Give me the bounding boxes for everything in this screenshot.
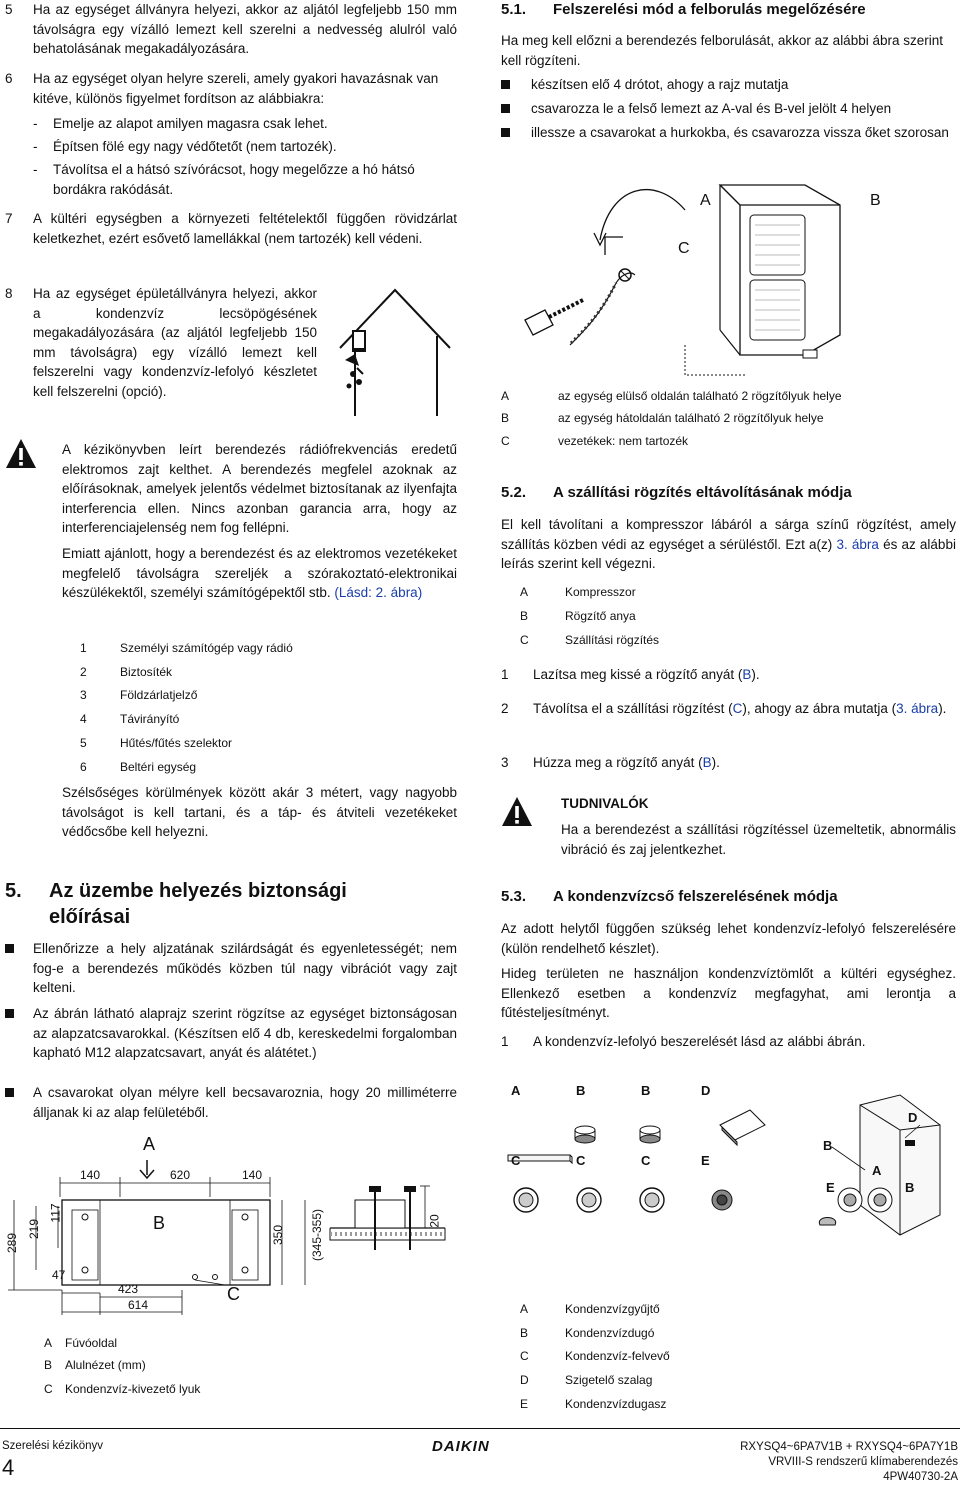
section-title: Az üzembe helyezés biztonsági előírásai (49, 880, 347, 928)
item-number: 8 (5, 286, 13, 301)
section-number: 5. (5, 880, 22, 902)
warning-text: A kézikönyvben leírt berendezés rádiófrekvenciás eredetű elektromos zajt kelthet. A berendezés megfelel azoknak az előírásoknak, amelyek jelentős védelmet biztosítanak az ilyenfajta interferencia ellen. Nincs azonban garancia arra, hogy az interferenciajelenség nem fog fellépni. (62, 442, 457, 535)
section-number: 5.2. (501, 484, 527, 501)
warning-text: Emiatt ajánlott, hogy a berendezést és az elektromos vezetékeket megfelelő távolságra szereljék a szórakoztató-elektronikai készülékektől, személyi számítógépektől stb. (Lásd: 2. ábra) (62, 546, 457, 600)
drain-parts-figure (500, 1075, 956, 1290)
sub-item: Távolítsa el a hátsó szívórácsot, hogy megelőzze a hó hátsó bordákra rakódását. (53, 162, 415, 197)
dim-label: 289 (5, 1232, 20, 1254)
item-number: 5 (5, 2, 13, 17)
dim-label: 117 (48, 1203, 63, 1223)
dim-label: 620 (170, 1168, 191, 1182)
fig-label: C (641, 1153, 651, 1168)
fig-label: B (823, 1138, 833, 1153)
figure-link[interactable]: (Lásd: 2. ábra) (334, 585, 423, 600)
device-item: Beltéri egység (120, 760, 197, 774)
bullet-icon (5, 1009, 14, 1018)
fig-label: A (511, 1083, 521, 1098)
fig-label: C (576, 1153, 586, 1168)
item-number: 7 (5, 211, 13, 226)
fig-label: A (872, 1163, 882, 1178)
dim-label: 20 (427, 1214, 442, 1228)
footer-model-info: RXYSQ4~6PA7V1B + RXYSQ4~6PA7Y1B VRVIII-S rendszerű klímaberendezés 4PW40730-2A (740, 1441, 958, 1483)
warning-icon (5, 438, 37, 470)
fig-label: B (870, 192, 881, 209)
bullet-icon (501, 104, 510, 113)
ref-link[interactable]: C (732, 701, 743, 716)
item-number: 6 (5, 71, 13, 86)
warning-icon (501, 796, 533, 828)
item-text: Ha az egységet épületállványra helyezi, akkor a kondenzvíz lecsöpögésének megakadályozására (az aljától legfeljebb 150 mm távolságra) egy vízálló lemezt kell felszerelni vagy kondenzvíz-lefolyó készletet kell felszerelni (opció). (33, 286, 317, 399)
dim-label: 350 (271, 1224, 286, 1246)
step-text: Távolítsa el a szállítási rögzítést (C), ahogy az ábra mutatja (3. ábra). (533, 701, 947, 716)
step-text: A kondenzvíz-lefolyó beszerelését lásd az alábbi ábrán. (533, 1034, 866, 1049)
item-text: Ha az egységet olyan helyre szereli, amely gyakori havazásnak van kitéve, különös figyelmet fordítson az alábbiakra: (33, 71, 439, 106)
item-text: Ha az egységet állványra helyezi, akkor az aljától legfeljebb 150 mm távolságra egy vízálló lemezt kell szerelni a nedvesség alulról való behatolásának megakadályozására. (33, 2, 457, 56)
step-text: Húzza meg a rögzítő anyát (B). (533, 755, 720, 770)
device-item: Hűtés/fűtés szelektor (120, 736, 233, 750)
device-item: Biztosíték (120, 665, 173, 679)
fig-label: E (826, 1180, 835, 1195)
item-text: A kültéri egységben a környezeti feltételektől függően rövidzárlat keletkezhet, ezért esővető lamellákkal (nem tartozék) kell védeni. (33, 211, 457, 246)
bullet-text: Ellenőrizze a hely aljzatának szilárdságát és egyenletességét; nem fog-e a berendezés működés közben túl nagy vibrációt vagy zajt kelteni. (33, 941, 457, 995)
device-item: Távirányító (120, 712, 180, 726)
dim-label: 423 (118, 1282, 139, 1296)
fig-label: B (153, 1213, 166, 1233)
section-number: 5.1. (501, 1, 527, 18)
paragraph: El kell távolítani a kompresszor lábáról a sárga színű rögzítést, amely szállítás közben védi az egységet a sérüléstől. Ezt a(z) 3. ábra és az alábbi leírás szerint kell végezni. (501, 517, 956, 571)
section-number: 5.3. (501, 888, 527, 905)
device-item: Földzárlatjelző (120, 688, 198, 702)
note-text: Ha a berendezést a szállítási rögzítéssel üzemeltetik, abnormális vibráció és zaj jelentkezhet. (561, 822, 956, 857)
dim-label: 140 (80, 1168, 101, 1182)
step-number: 1 (501, 1034, 509, 1049)
fig-label: D (701, 1083, 711, 1098)
section-title: A szállítási rögzítés eltávolításának módja (553, 484, 852, 501)
bullet-text: csavarozza le a felső lemezt az A-val és B-vel jelölt 4 helyen (531, 101, 892, 116)
bullet-text: A csavarokat olyan mélyre kell becsavaroznia, hogy 20 milliméterre álljanak ki az alap felületéből. (33, 1085, 457, 1120)
note-title: TUDNIVALÓK (561, 796, 649, 811)
bullet-icon (5, 944, 14, 953)
fig-label: A (143, 1134, 156, 1154)
ref-link[interactable]: B (702, 755, 712, 770)
dim-label: 219 (27, 1218, 42, 1240)
bullet-icon (5, 1088, 14, 1097)
fig-label: D (908, 1110, 918, 1125)
figure-link[interactable]: 3. ábra (836, 536, 879, 552)
dim-label: 140 (242, 1168, 263, 1182)
figure-link[interactable]: 3. ábra (896, 701, 939, 716)
footer-doc-title: Szerelési kézikönyv (2, 1440, 103, 1452)
section-title: Felszerelési mód a felborulás megelőzésére (553, 1, 866, 18)
page-number: 4 (2, 1455, 15, 1480)
step-number: 2 (501, 701, 509, 716)
bullet-text: készítsen elő 4 drótot, ahogy a rajz mutatja (531, 77, 789, 92)
device-item: Személyi számítógép vagy rádió (120, 641, 293, 655)
step-number: 3 (501, 755, 509, 770)
fig-label: E (701, 1153, 710, 1168)
sub-item: Építsen fölé egy nagy védőtetőt (nem tartozék). (53, 139, 337, 154)
footer-divider (0, 1428, 960, 1429)
step-text: Lazítsa meg kissé a rögzítő anyát (B). (533, 667, 760, 682)
bullet-icon (501, 80, 510, 89)
house-illustration (335, 288, 460, 418)
fig-label: C (227, 1284, 240, 1304)
bullet-icon (501, 128, 510, 137)
section-title: A kondenzvízcső felszerelésének módja (553, 888, 838, 905)
paragraph: Ha meg kell előzni a berendezés felborulását, akkor az alábbi ábra szerint kell rögzíteni. (501, 33, 943, 68)
step-number: 1 (501, 667, 509, 682)
sub-item: Emelje az alapot amilyen magasra csak lehet. (53, 116, 328, 131)
bullet-text: illessze a csavarokat a hurkokba, és csavarozza vissza őket szorosan (531, 125, 949, 140)
fig-label: B (576, 1083, 586, 1098)
bullet-text: Az ábrán látható alaprajz szerint rögzítse az egységet biztonságosan az alapzatcsavarokkal. (Készítsen elő 4 db, kereskedelmi forgalomban kapható M12 alapzatcsavart, anyát és alátétet.) (33, 1006, 457, 1060)
dim-label: (345-355) (310, 1208, 325, 1262)
fig-label: C (511, 1153, 521, 1168)
extreme-text: Szélsőséges körülmények között akár 3 métert, vagy nagyobb távolságot is kell tartani, és a táp- és átviteli vezetékeket védőcsőbe kell helyezni. (62, 785, 457, 839)
fig-label: B (905, 1180, 915, 1195)
ref-link[interactable]: B (742, 667, 752, 682)
brand-logo: DAIKIN (432, 1438, 490, 1455)
paragraph: Az adott helytől függően szükség lehet kondenzvíz-lefolyó felszerelésére (külön rendelhető készlet). (501, 921, 956, 956)
dim-label: 614 (128, 1298, 149, 1312)
anti-tipping-figure (505, 165, 955, 380)
fig-label: B (641, 1083, 651, 1098)
fig-label: C (678, 240, 690, 257)
dim-label: 47 (52, 1268, 66, 1282)
paragraph: Hideg területen ne használjon kondenzvíztömlőt a kültéri egységhez. Ellenkező esetben a kondenzvíz megfagyhat, ami lerontja a fűtésteljesítményt. (501, 966, 956, 1020)
fig-label: A (700, 192, 711, 209)
